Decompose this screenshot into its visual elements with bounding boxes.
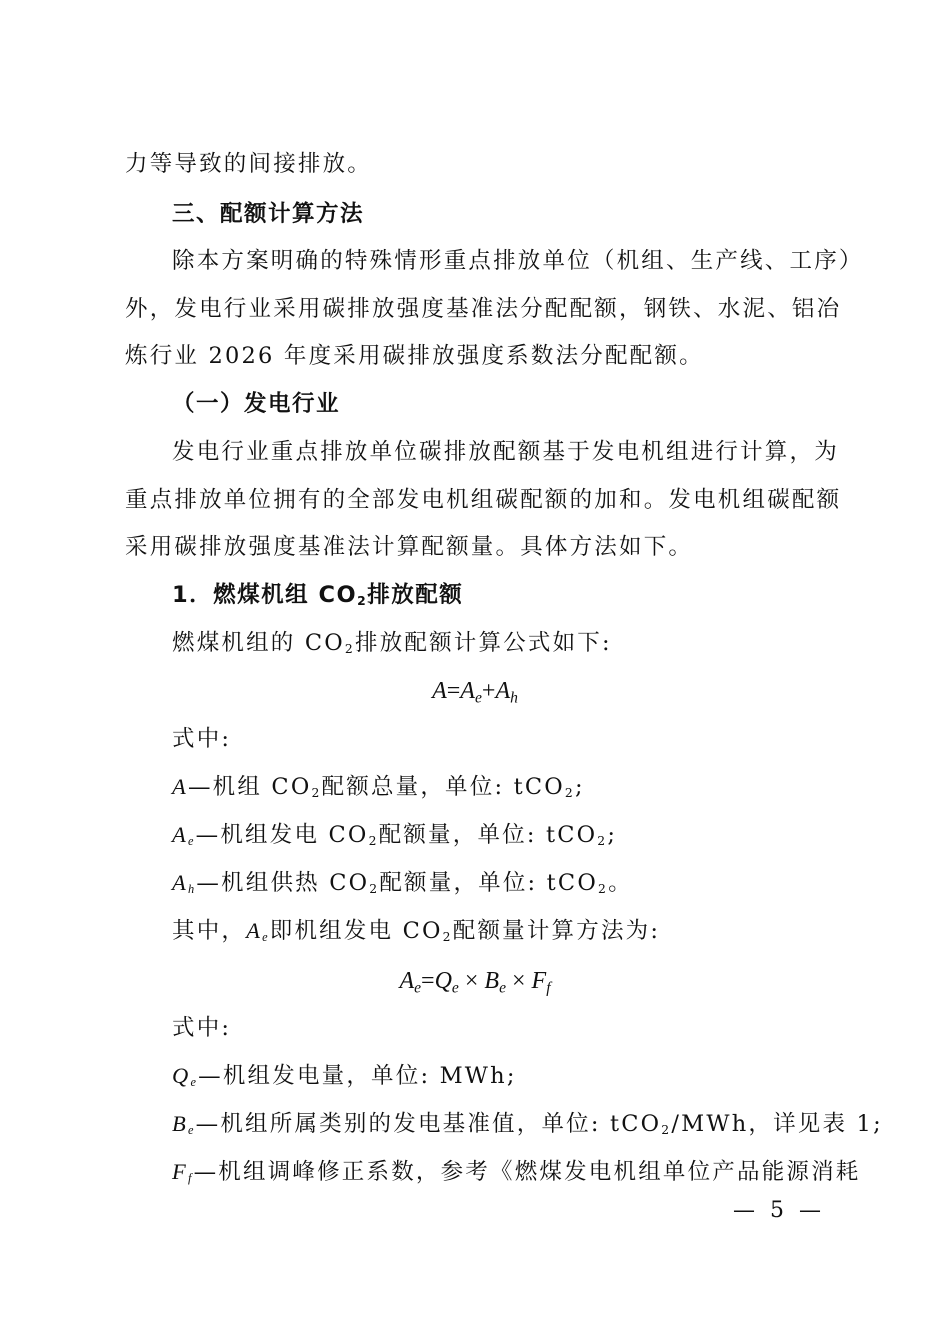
text: 配额量计算方法为: [452,918,661,944]
text: 配额量，单位: tCO [379,870,598,896]
subscript: 2 [369,882,380,897]
symbol: A [172,870,188,895]
subscript: 2 [564,786,575,801]
paragraph-line: 重点排放单位拥有的全部发电机组碳配额的加和。发电机组碳配额 [125,487,842,513]
subscript: 2 [661,1123,672,1138]
text: 配额总量，单位: tCO [321,774,565,800]
symbol: A [172,774,188,799]
text: 排放配额计算公式如下: [355,630,612,656]
subscript: 2 [368,834,379,849]
formula-total-allowance [0,676,950,714]
paragraph-line [172,628,612,664]
symbol: B [172,1111,188,1136]
paragraph-line: 除本方案明确的特殊情形重点排放单位（机组、生产线、工序） [172,248,864,274]
paragraph-line: 炼行业 2026 年度采用碳排放强度系数法分配配额。 [125,343,704,369]
section-heading: 三、配额计算方法 [172,201,365,227]
text: —机组 CO [187,774,312,800]
symbol-subscript: e [190,1075,199,1090]
subscript: 2 [311,786,322,801]
page-number: — 5 — [733,1198,825,1223]
formula-subscript: e [451,979,459,997]
text: —机组调峰修正系数，参考《燃煤发电机组单位产品能源消耗 [193,1159,861,1185]
paragraph-line: 力等导致的间接排放。 [125,151,373,177]
symbol-subscript: h [187,882,197,897]
formula-operator: × [458,968,485,994]
formula-operator: = [421,968,435,994]
formula-symbol: A [399,968,415,994]
text: —机组发电量，单位: MWh; [198,1063,517,1089]
formula-symbol: Q [434,968,452,994]
subscript: 2 [597,882,609,897]
text: /MWh，详见表 1; [671,1111,883,1137]
formula-symbol: F [531,968,547,994]
text: 。 [608,870,633,896]
symbol-subscript: f [187,1171,194,1186]
symbol-subscript: e [187,834,196,849]
paragraph-line: 式中: [172,726,232,752]
symbol: A [172,822,188,847]
symbol: Q [172,1063,191,1088]
definition-line [172,772,585,808]
symbol: A [246,918,263,943]
subscript: 2 [357,594,368,609]
subscript: 2 [344,642,355,657]
item-heading [172,580,463,616]
definition-line [172,1157,861,1193]
paragraph-line: 采用碳排放强度基准法计算配额量。具体方法如下。 [125,534,694,560]
paragraph-line: 外，发电行业采用碳排放强度基准法分配配额，钢铁、水泥、铝冶 [125,296,842,322]
heading-text: 1．燃煤机组 CO [172,582,358,608]
formula-operator: = [446,678,461,704]
formula-subscript: e [414,979,422,997]
text: ; [607,822,618,848]
text: 配额量，单位: tCO [378,822,598,848]
paragraph-line: 发电行业重点排放单位碳排放配额基于发电机组进行计算，为 [172,439,839,465]
formula-generation-allowance [0,966,950,1004]
text: —机组所属类别的发电基准值，单位: tCO [195,1111,662,1137]
formula-subscript: e [499,979,506,997]
symbol: F [172,1159,188,1184]
formula-symbol: B [484,968,500,994]
formula-symbol: A [432,678,447,704]
formula-operator: × [505,968,532,994]
text: 燃煤机组的 CO [172,630,345,656]
formula-operator: + [481,678,496,704]
text: 其中， [172,918,247,944]
paragraph-line: 式中: [172,1015,232,1041]
formula-subscript: h [510,689,518,707]
formula-symbol: A [495,678,511,704]
symbol-subscript: e [187,1123,196,1138]
formula-subscript: e [474,689,482,707]
heading-text: 排放配额 [367,582,464,608]
text: —机组供热 CO [196,870,370,896]
formula-symbol: A [460,678,475,704]
definition-line [172,1109,883,1145]
text: 即机组发电 CO [269,918,443,944]
definition-line [172,868,633,904]
definition-line [172,1061,517,1097]
text: ; [574,774,585,800]
symbol-subscript: e [262,930,270,945]
definition-line [172,820,617,856]
formula-subscript: f [546,979,551,997]
subsection-heading: （一）发电行业 [172,391,341,417]
subscript: 2 [597,834,608,849]
paragraph-line [172,916,660,952]
text: —机组发电 CO [195,822,369,848]
subscript: 2 [442,930,453,945]
